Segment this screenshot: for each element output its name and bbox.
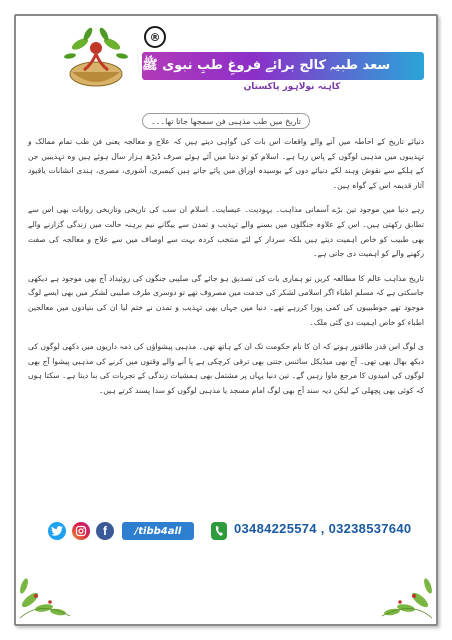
header (22, 22, 430, 98)
footer (22, 512, 430, 552)
article-body (28, 135, 424, 409)
paragraph-1: دنیائے تاریخ کے احاطہ میں آنے والے واقعات اس بات کی گواہی دیتے ہیں کہ علاج و معالجہ یعنی فن طب تمام ممالک و تہذیبوں میں مذہبی لوگوں کے پاس رہا ہے۔ اسلام کو تو دنیا میں آئے ہوئے صرف ڈیڑھ ہزار سال ہوئے ہیں وہ تہذیبیں جن کے ہلکے سے نقوش وہند لکے دنیائے دوں کے بوسیدہ اوراق میں پائے جاتے ہیں کیمبری، آشوری، مصری، ہندی انشانات یاقیود آثار قدیمہ اس کے گواہ ہیں۔ (28, 137, 424, 190)
phone-icon (210, 521, 228, 541)
facebook-icon[interactable]: f (96, 522, 114, 540)
college-logo-icon (62, 26, 130, 92)
instagram-icon[interactable] (72, 522, 90, 540)
college-location: کاہنہ نولاہور پاکستان (243, 82, 341, 92)
paragraph-4: ی لوگ اس قدر طاقتور ہوتے کہ ان کا نام حکومت تک ان کے ہاتھ تھی۔ مذہبی پیشواؤں کی ذمہ داریوں میں دکھی لوگوں کی دیکھ بھال بھی تھی۔ آج بھی میڈیکل سائنس جتنی بھی ترقی کرچکی ہے پا آنے والے وقتوں میں کرنے کی مذہبی پیشوا آج بھی لوگوں کی امیدوں کا مرجع ماوا رہیں گے۔ تین دنیا یہاں پر مشتمل بھی ہمشیات زندگی کے تجربات کی بنا دیتا ہے۔ سکتا ہوں کہ کوئی بھی پچھلی کے لیکن دیہ سند آج بھی لوگ امام مسجد یا مذہبی لوگوں کو سدا پسند کرتے ہیں۔ (28, 342, 424, 395)
college-name-banner: سعد طبیہ کالج برائے فروغِ طبِ نبوی ﷺ (142, 52, 424, 80)
registered-mark: ® (144, 26, 166, 48)
twitter-icon[interactable] (48, 522, 66, 540)
social-handle[interactable]: /tibb4all (122, 522, 194, 540)
paragraph-3: تاریخ مذاہب عالم کا مطالعہ کریں تو ہماری بات کی تصدیق ہو جائے گی صلیبی جنگوں کی روئیداد آج بھی موجود ہے دیکھی جاسکتی ہے کہ مسلم اطباء اگر اسلامی لشکر کی خدمت میں مصروف تھے تو دوسری طرف صلیبی لشکر میں بھی ایسے لوگ موجود تھے جوطبیبوں کی کمی پورا کررہے تھے۔ دنیا میں جہاں بھی تہذیب و تمدن نے ختم لیا ان کی بنیادوں میں معالجین اطباء کو خاص اہمیت دی گئی ملک۔ (28, 273, 424, 327)
paragraph-2: رہے دنیا میں موجود تین بڑے آسمانی مذاہب۔ یہودیت۔ عیسایت۔ اسلام ان سب کی تاریخی وتاریخی روایات بھی اس سے تطابق رکھتی ہیں۔ اس کے علاوہ جنگلوں میں بسنے والے تہذیب و تمدن سے بیگانے نیم برہنہ حالت میں زندگی گزارنے والے بھی طبیب کو خاص اہمیت دیتے ہیں بلکہ سردار کے لئے منتخب کردہ بہت سے اوصاف میں سے علاج و معالجہ کی صفت رکھنے والے کو اہمیت دی جاتی ہے۔ (28, 205, 424, 259)
article-title: تاریخ میں طب مذہبی فن سمجھا جاتا تھا۔۔۔ (142, 113, 310, 129)
phone-numbers: 03484225574 , 03238537640 (234, 521, 412, 536)
